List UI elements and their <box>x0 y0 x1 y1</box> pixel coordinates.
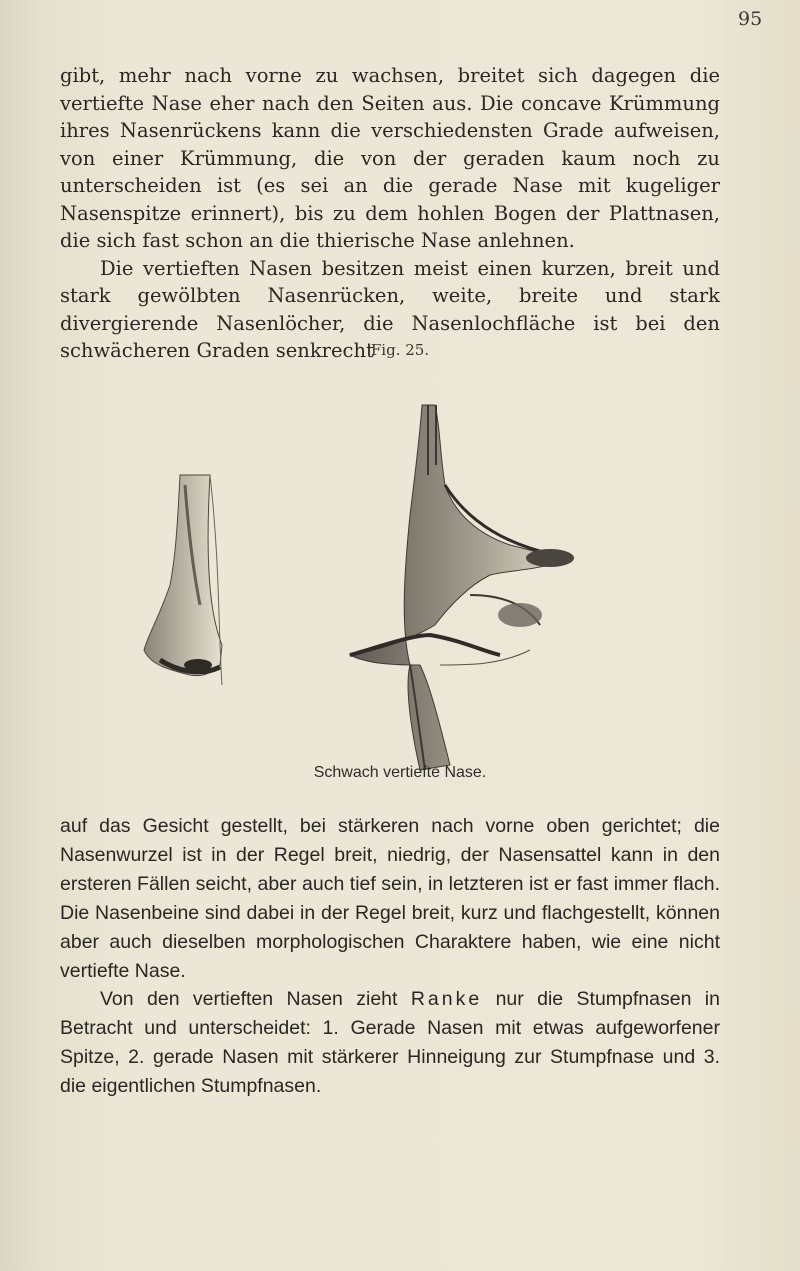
nose-profile-drawing <box>144 475 222 685</box>
paragraph-4 <box>60 985 720 1101</box>
page-number: 95 <box>738 8 763 30</box>
paragraph-4-before: Von den vertieften Nasen zieht <box>100 988 411 1010</box>
paragraph-2-text: Die vertieften Nasen besitzen meist einen kurzen, breit und stark gewölbten Nasenrücken, weite, breite und stark divergierende Nasenlöcher, die Nasenlochfläche ist bei den schwächeren Graden senkrecht <box>60 256 720 362</box>
paragraph-3: auf das Gesicht gestellt, bei stärkeren nach vorne oben gerichtet; die Nasenwurzel ist in der Regel breit, niedrig, der Nasensattel kann in den ersteren Fällen seicht, aber auch tief sein, in letzteren ist er fast immer flach. Die Nasenbeine sind dabei in der Regel breit, kurz und flachgestellt, können aber auch dieselben morphologischen Charaktere haben, wie eine nicht vertiefte Nase. <box>60 815 720 982</box>
skull-section-drawing <box>350 405 574 770</box>
paragraph-4-after: nur die Stumpfnasen in Betracht und unterscheidet: 1. Gerade Nasen mit etwas aufgeworfener Spitze, 2. gerade Nasen mit stärkerer Hinneigung zur Stumpfnase und 3. die eigentlichen Stumpfnasen. <box>60 988 720 1097</box>
figure-caption: Schwach vertiefte Nase. <box>313 764 487 781</box>
figure-label: Fig. 25. <box>370 341 430 359</box>
paragraph-1-text: gibt, mehr nach vorne zu wachsen, breitet sich dagegen die vertiefte Nase eher nach den Seiten aus. Die concave Krümmung ihres Nasenrückens kann die verschiedensten Grade aufweisen, von einer Krümmung, die von der geraden kaum noch zu unterscheiden ist (es sei an die gerade Nase mit kugeliger Nasenspitze erinnert), bis zu dem hohlen Bogen der Plattnasen, die sich fast schon an die thierische Nase anlehnen. <box>60 64 720 252</box>
nose-illustration <box>110 365 690 785</box>
paragraph-1 <box>60 62 720 365</box>
author-name: Ranke <box>410 988 483 1010</box>
